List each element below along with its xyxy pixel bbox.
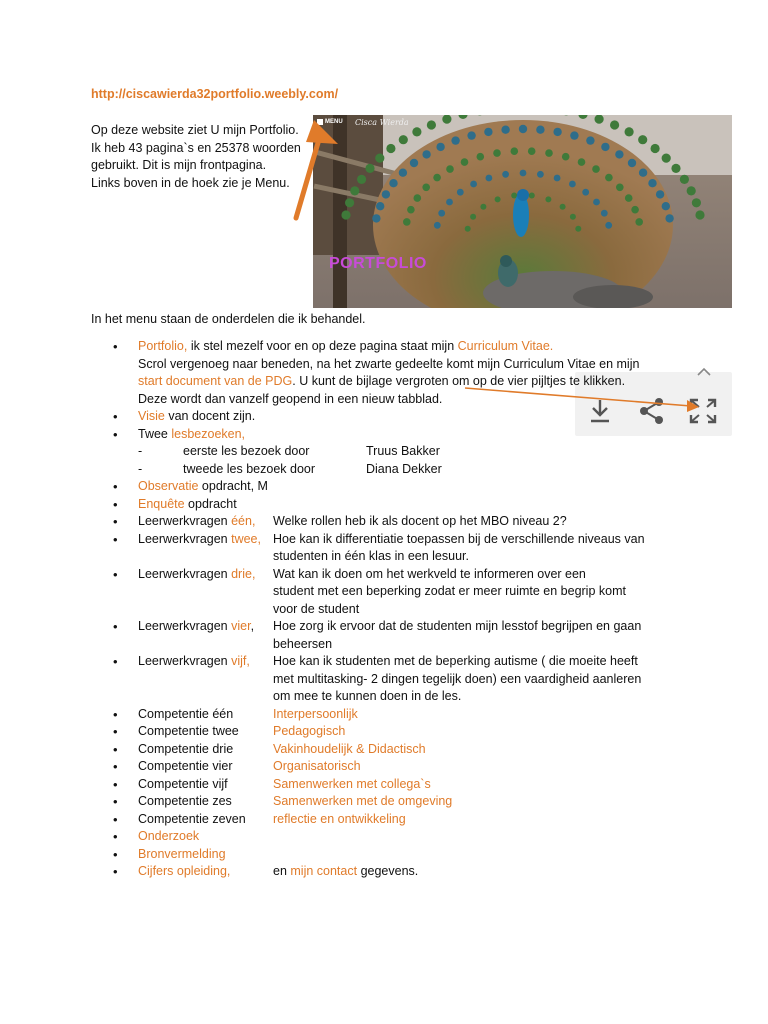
list-item-observatie: [0, 478, 768, 496]
tail-eye: [519, 125, 527, 133]
tail-eye: [451, 136, 459, 144]
tail-eye: [562, 153, 570, 161]
tail-eye: [501, 126, 509, 134]
competentie-label: Competentie één: [138, 706, 234, 721]
tail-eye: [570, 131, 578, 139]
tail-eye: [477, 153, 485, 161]
cijfers-link[interactable]: Cijfers opleiding,: [138, 864, 231, 878]
tail-eye: [486, 175, 493, 182]
question-line: student met een beperking zodat er meer ruimte en begrip komt: [273, 584, 626, 598]
tail-eye: [403, 218, 411, 226]
tail-eye: [687, 186, 696, 195]
pdg-link[interactable]: start document van de PDG: [138, 374, 293, 388]
tail-eye: [465, 226, 471, 232]
tail-eye: [536, 126, 544, 134]
question-line: met multitasking- 2 dingen tegelijk doen) een vaardigheid aanleren: [273, 671, 642, 686]
leerwerkvraag-prefix: Leerwerkvragen: [138, 514, 232, 528]
leerwerkvraag-link[interactable]: twee,: [231, 531, 261, 546]
tail-eye: [350, 186, 359, 195]
intro-line: Links boven in de hoek zie je Menu.: [91, 175, 290, 190]
leerwerkvraag-question: [273, 513, 673, 531]
tail-eye: [651, 144, 660, 153]
competentie-label: Competentie vijf: [138, 776, 228, 791]
tail-eye: [375, 154, 384, 163]
list-item-leerwerkvraag: [0, 653, 768, 706]
enquete-text: opdracht: [184, 496, 237, 511]
tail-eye: [545, 149, 553, 157]
competentie-label: Competentie zes: [138, 794, 232, 808]
tail-eye: [635, 218, 643, 226]
tail-eye: [671, 164, 680, 173]
list-item-leerwerkvraag: [0, 513, 768, 531]
peacock-image: [313, 115, 732, 308]
dash: -: [138, 444, 143, 458]
leerwerkvraag-prefix: Leerwerkvragen: [138, 531, 232, 546]
menu-label[interactable]: MENU: [325, 119, 343, 125]
tail-eye: [376, 202, 384, 210]
tail-eye: [386, 144, 395, 153]
tail-eye: [372, 214, 380, 222]
tail-eye: [470, 181, 477, 188]
enquete-link[interactable]: Enquête: [138, 496, 185, 511]
tail-eye: [412, 127, 421, 136]
tail-eye: [414, 194, 422, 202]
tail-eye: [399, 169, 407, 177]
lesbezoeken-link[interactable]: lesbezoeken,: [171, 426, 246, 441]
tail-eye: [610, 120, 619, 129]
tail-eye: [625, 194, 633, 202]
tail-eye: [502, 171, 509, 178]
leerwerkvraag-question: [273, 566, 673, 619]
tail-eye: [569, 181, 576, 188]
tail-eye: [470, 214, 476, 220]
bronvermelding-link[interactable]: Bronvermelding: [138, 846, 226, 861]
competentie-label: Competentie vier: [138, 759, 233, 773]
tail-eye: [520, 170, 527, 177]
intro-line: Ik heb 43 pagina`s en 25378 woorden: [91, 140, 301, 155]
tail-eye: [605, 222, 612, 229]
visie-link[interactable]: Visie: [138, 409, 165, 423]
question-line: om mee te kunnen doen in de les.: [273, 689, 462, 703]
tail-eye: [495, 196, 501, 202]
tail-eye: [484, 128, 492, 136]
tail-eye: [422, 150, 430, 158]
tail-eye: [528, 147, 536, 155]
question-line: Hoe zorg ik ervoor dat de studenten mijn lesstof begrijpen en gaan: [273, 619, 642, 633]
tail-eye: [389, 179, 397, 187]
list-item-onderzoek: [0, 828, 768, 846]
question-line: voor de student: [273, 601, 360, 616]
tail-eye: [601, 210, 608, 217]
observatie-text: opdracht, M: [198, 479, 268, 493]
list-item-competentie: [0, 793, 768, 811]
portfolio-link[interactable]: Portfolio,: [138, 339, 188, 353]
list-item-cijfers: [0, 863, 768, 881]
tail-eye: [410, 159, 418, 167]
lesbezoek-label: tweede les bezoek door: [183, 461, 316, 476]
observatie-link[interactable]: Observatie: [138, 479, 199, 493]
tail-eye: [616, 184, 624, 192]
tail-eye: [457, 189, 464, 196]
list-item-competentie: [0, 776, 768, 794]
tail-eye: [467, 131, 475, 139]
competentie-link[interactable]: Samenwerken met de omgeving: [273, 794, 453, 808]
arrow-to-menu-icon: [286, 118, 346, 226]
tail-eye: [365, 164, 374, 173]
portfolio-line2: Scrol vergenoeg naar beneden, na het zwarte gedeelte komt mijn Curriculum Vitae en mijn: [138, 356, 640, 371]
competentie-link[interactable]: Interpersoonlijk: [273, 706, 358, 721]
lesbezoek-name: Truus Bakker: [366, 444, 440, 458]
tail-eye: [493, 149, 501, 157]
tail-eye: [662, 154, 671, 163]
leerwerkvraag-prefix: Leerwerkvragen: [138, 566, 232, 581]
list-item-bronvermelding: [0, 846, 768, 864]
tail-eye: [665, 214, 673, 222]
competentie-label: Competentie zeven: [138, 811, 246, 826]
intro-line: Op deze website ziet U mijn Portfolio.: [91, 123, 299, 137]
tail-eye: [586, 136, 594, 144]
question-line: Welke rollen heb ik als docent op het MBO niveau 2?: [273, 514, 567, 528]
lesbezoek-row: [0, 461, 768, 479]
portfolio-frontpage-photo: [313, 115, 732, 308]
tail-eye: [639, 169, 647, 177]
contact-suffix: gegevens.: [357, 864, 419, 878]
list-item-enquete: [0, 496, 768, 514]
tail-eye: [511, 147, 519, 155]
portfolio-line4: Deze wordt dan vanzelf geopend in een nieuw tabblad.: [138, 391, 443, 406]
leerwerkvraag-link[interactable]: vier: [231, 619, 251, 633]
intro-line: gebruikt. Dit is mijn frontpagina.: [91, 158, 267, 172]
leerwerkvraag-question: [273, 531, 673, 566]
tail-eye: [601, 143, 609, 151]
list-item-leerwerkvraag: [0, 566, 768, 619]
competentie-link[interactable]: Samenwerken met collega`s: [273, 776, 431, 791]
tail-eye: [407, 206, 415, 214]
tail-eye: [529, 193, 535, 199]
competentie-link[interactable]: Organisatorisch: [273, 759, 361, 773]
portfolio-url-link[interactable]: http://ciscawierda32portfolio.weebly.com/: [91, 87, 339, 101]
tail-eye: [582, 189, 589, 196]
competentie-link[interactable]: reflectie en ontwikkeling: [273, 811, 406, 826]
tail-eye: [357, 175, 366, 184]
competentie-label: Competentie drie: [138, 741, 234, 756]
leerwerkvraag-link[interactable]: één,: [231, 514, 256, 528]
leerwerkvraag-question: [273, 653, 673, 706]
tail-eye: [628, 159, 636, 167]
contact-line: [273, 863, 673, 881]
tail-eye: [605, 174, 613, 182]
leerwerkvraag-link[interactable]: vijf,: [231, 654, 250, 668]
leerwerkvraag-question: [273, 618, 673, 653]
tail-eye: [638, 135, 647, 144]
question-line: studenten in één klas in een lesuur.: [273, 549, 469, 563]
competentie-link[interactable]: Pedagogisch: [273, 724, 346, 738]
tail-eye: [695, 210, 704, 219]
tail-eye: [433, 174, 441, 182]
portfolio-text: ik stel mezelf voor en op deze pagina staat mijn: [187, 339, 458, 353]
list-item-portfolio: [0, 338, 768, 408]
tail-eye: [592, 165, 600, 173]
tail-eye: [662, 202, 670, 210]
tail-eye: [625, 127, 634, 136]
list-item-leerwerkvraag: [0, 618, 768, 653]
tail-eye: [537, 171, 544, 178]
question-line: Hoe kan ik differentiatie toepassen bij de verschillende niveaus van: [273, 531, 645, 546]
tail-eye: [382, 190, 390, 198]
leerwerkvraag-suffix: ,: [250, 619, 255, 633]
leerwerkvraag-link[interactable]: drie,: [231, 566, 256, 581]
tail-eye: [461, 158, 469, 166]
tail-eye: [648, 179, 656, 187]
tail-eye: [593, 199, 600, 206]
list-item-competentie: [0, 811, 768, 829]
list-item-competentie: [0, 741, 768, 759]
menu-intro: In het menu staan de onderdelen die ik behandel.: [91, 312, 366, 326]
contact-link[interactable]: mijn contact: [290, 864, 358, 878]
dash: -: [138, 461, 143, 476]
contact-prefix: en: [273, 864, 291, 878]
tail-eye: [578, 158, 586, 166]
lesbezoek-row: [0, 443, 768, 461]
lesbezoeken-prefix: Twee: [138, 426, 172, 441]
list-item-competentie: [0, 723, 768, 741]
signature: Cisca Wierda: [355, 118, 409, 127]
leerwerkvraag-prefix: Leerwerkvragen: [138, 619, 232, 633]
question-line: beheersen: [273, 636, 333, 651]
competentie-label: Competentie twee: [138, 724, 239, 738]
tail-eye: [438, 210, 445, 217]
portfolio-line3: . U kunt de bijlage vergroten om op de vier pijltjes te klikken.: [292, 374, 626, 388]
list-item-visie: [0, 408, 768, 426]
tail-eye: [446, 199, 453, 206]
competentie-link[interactable]: Vakinhoudelijk & Didactisch: [273, 741, 426, 756]
tail-eye: [422, 184, 430, 192]
tail-eye: [631, 206, 639, 214]
tail-eye: [446, 165, 454, 173]
portfolio-overlay-title: PORTFOLIO: [329, 255, 427, 272]
list-item-competentie: [0, 758, 768, 776]
menu-items-list: [0, 338, 768, 881]
tail-eye: [570, 214, 576, 220]
list-item-lesbezoeken: [0, 426, 768, 444]
tail-eye: [545, 196, 551, 202]
list-item-leerwerkvraag: [0, 531, 768, 566]
tail-eye: [399, 135, 408, 144]
visie-text: van docent zijn.: [164, 409, 256, 423]
tail-eye: [480, 204, 486, 210]
tail-eye: [560, 204, 566, 210]
question-line: Wat kan ik doen om het werkveld te informeren over een: [273, 566, 586, 581]
tail-eye: [554, 175, 561, 182]
tail-eye: [434, 222, 441, 229]
lesbezoek-name: Diana Dekker: [366, 461, 442, 476]
question-line: Hoe kan ik studenten met de beperking autisme ( die moeite heeft: [273, 654, 638, 668]
list-item-competentie: [0, 706, 768, 724]
tail-eye: [692, 198, 701, 207]
tail-eye: [436, 143, 444, 151]
cv-link[interactable]: Curriculum Vitae.: [457, 339, 554, 353]
lesbezoek-label: eerste les bezoek door: [183, 444, 310, 458]
tail-eye: [680, 175, 689, 184]
onderzoek-link[interactable]: Onderzoek: [138, 829, 200, 843]
tail-eye: [345, 198, 354, 207]
tail-eye: [553, 128, 561, 136]
tail-eye: [575, 226, 581, 232]
tail-eye: [427, 120, 436, 129]
leerwerkvraag-prefix: Leerwerkvragen: [138, 654, 232, 668]
tail-eye: [615, 150, 623, 158]
tail-eye: [656, 190, 664, 198]
